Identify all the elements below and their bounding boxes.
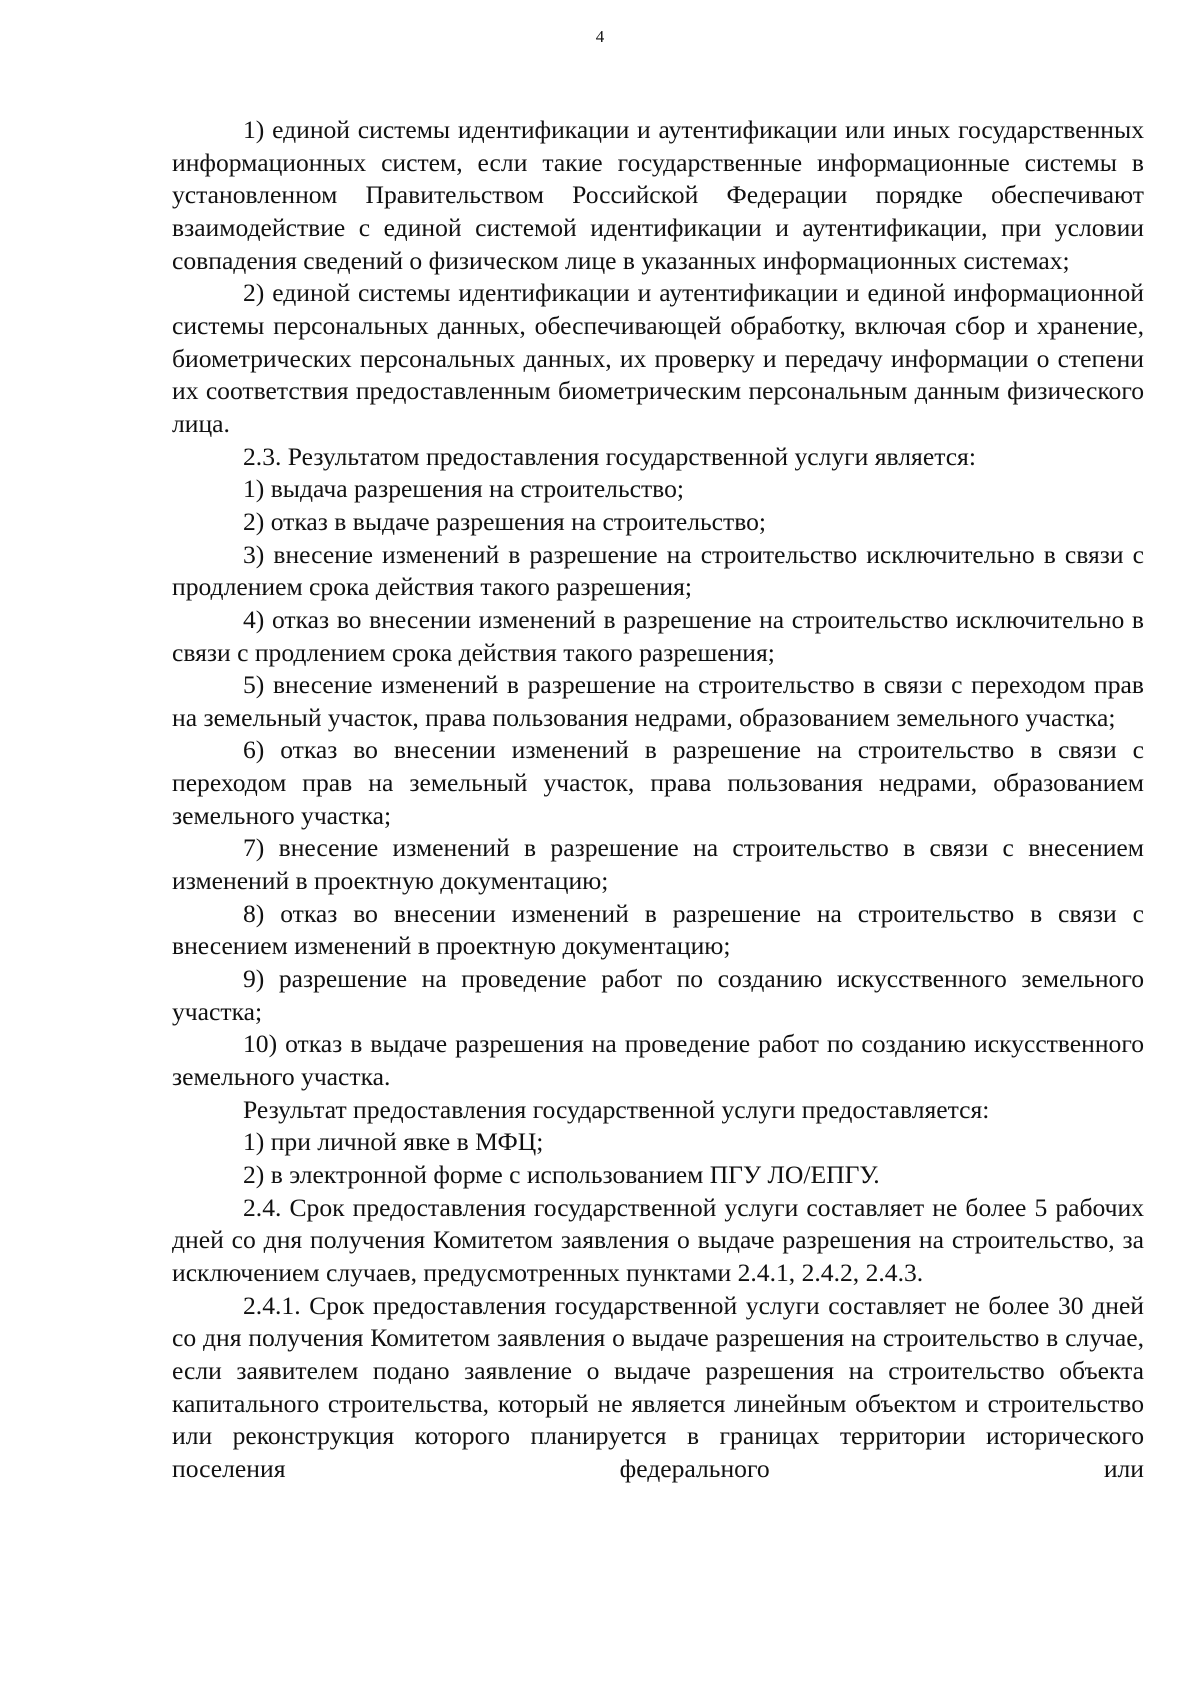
paragraph-2-4-term: 2.4. Срок предоставления государственной услуги составляет не более 5 рабочих дней со дня получения Комитетом заявления о выдаче разрешения на строительство, за исключением случаев, предусмотренных пунктами 2.4.1, 2.4.2, 2.4.3. xyxy=(172,1192,1144,1287)
document-body xyxy=(172,114,1144,1486)
paragraph-item-1-esia: 1) единой системы идентификации и аутентификации или иных государственных информационных систем, если такие государственные информационные системы в установленном Правительством Российской Федерации порядке обеспечивают взаимодействие с единой системой идентификации и аутентификации, при условии совпадения сведений о физическом лице в указанных информационных системах; xyxy=(172,115,1144,275)
paragraph-delivery-1: 1) при личной явке в МФЦ; xyxy=(243,1127,544,1157)
paragraph-result-2: 2) отказ в выдаче разрешения на строительство; xyxy=(243,506,767,536)
paragraph-result-6: 6) отказ во внесении изменений в разрешение на строительство в связи с переходом прав на земельный участок, права пользования недрами, образованием земельного участка; xyxy=(172,735,1144,830)
paragraph-delivery-2: 2) в электронной форме с использованием ПГУ ЛО/ЕПГУ. xyxy=(243,1160,880,1189)
paragraph-item-2-biometrics: 2) единой системы идентификации и аутентификации и единой информационной системы персональных данных, обеспечивающей обработку, включая сбор и хранение, биометрических персональных данных, их проверку и передачу информации о степени их соответствия предоставленным биометрическим персональным данным физического лица. xyxy=(172,278,1144,438)
paragraph-result-4: 4) отказ во внесении изменений в разрешение на строительство исключительно в связи с продлением срока действия такого разрешения; xyxy=(172,604,1144,667)
paragraph-2-4-1-term: 2.4.1. Срок предоставления государственной услуги составляет не более 30 дней со дня получения Комитетом заявления о выдаче разрешения на строительство в случае, если заявителем подано заявление о выдаче разрешения на строительство объекта капитального строительства, который не является линейным объектом и строительство или реконструкция которого планируется в границах территории исторического поселения федерального или xyxy=(172,1290,1144,1483)
paragraph-result-delivery: Результат предоставления государственной услуги предоставляется: xyxy=(243,1094,990,1124)
paragraph-result-5: 5) внесение изменений в разрешение на строительство в связи с переходом прав на земельный участок, права пользования недрами, образованием земельного участка; xyxy=(172,670,1144,732)
paragraph-result-8: 8) отказ во внесении изменений в разрешение на строительство в связи с внесением изменений в проектную документацию; xyxy=(172,898,1144,961)
paragraph-result-3: 3) внесение изменений в разрешение на строительство исключительно в связи с продлением срока действия такого разрешения; xyxy=(172,539,1144,602)
paragraph-result-7: 7) внесение изменений в разрешение на строительство в связи с внесением изменений в проектную документацию; xyxy=(172,833,1144,896)
paragraph-2-3-result: 2.3. Результатом предоставления государственной услуги является: xyxy=(243,441,976,471)
paragraph-result-9: 9) разрешение на проведение работ по созданию искусственного земельного участка; xyxy=(172,964,1144,1026)
paragraph-result-1: 1) выдача разрешения на строительство; xyxy=(243,474,684,504)
page-number: 4 xyxy=(595,27,605,46)
paragraph-result-10: 10) отказ в выдаче разрешения на проведение работ по созданию искусственного земельного участка. xyxy=(172,1029,1144,1092)
